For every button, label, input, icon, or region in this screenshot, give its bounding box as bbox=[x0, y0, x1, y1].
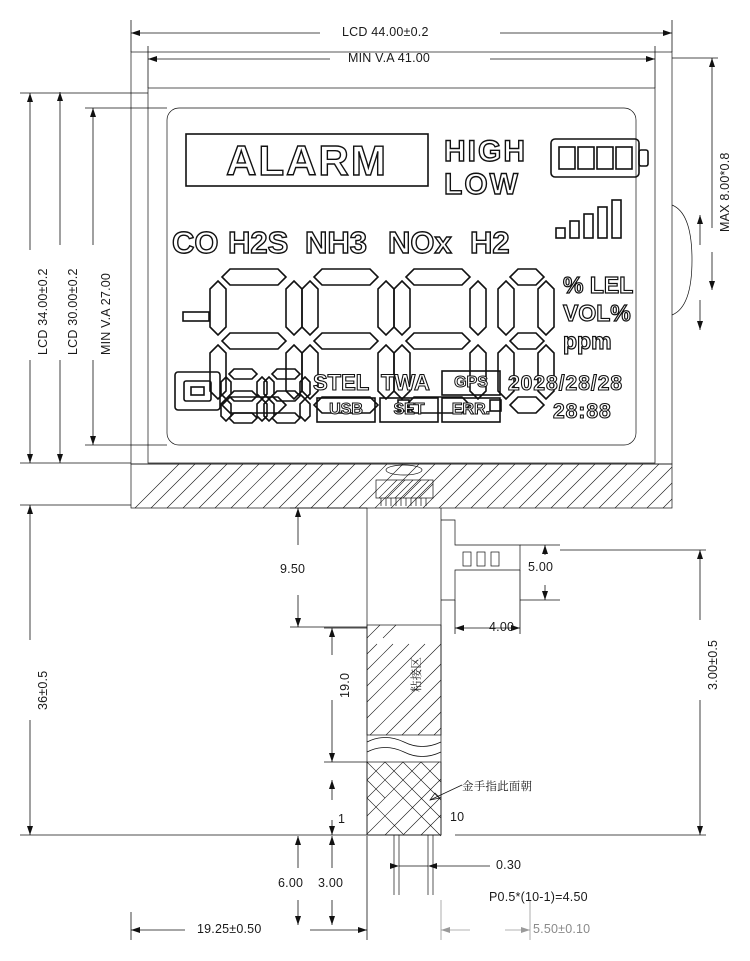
dim-lcd-height-2: LCD 30.00±0.2 bbox=[66, 268, 80, 355]
dim-4-00: 4.00 bbox=[489, 620, 515, 634]
lcd-low-text: LOW bbox=[444, 168, 520, 201]
dim-min-va-height: MIN V.A 27.00 bbox=[99, 272, 113, 355]
dim-right-thickness: 3.00±0.5 bbox=[706, 639, 720, 690]
lcd-gas-nh3: NH3 bbox=[305, 225, 368, 260]
lcd-label-set: SET bbox=[393, 401, 425, 418]
dim-pin-1: 1 bbox=[338, 812, 346, 826]
lcd-unit-ppm: ppm bbox=[563, 328, 612, 354]
dim-bottom-right: 5.50±0.10 bbox=[533, 922, 591, 936]
dim-total-height: 36±0.5 bbox=[36, 670, 50, 710]
dim-9-50: 9.50 bbox=[280, 562, 306, 576]
lcd-unit-vol: VOL% bbox=[563, 300, 631, 326]
lcd-gas-co: CO bbox=[172, 225, 219, 260]
lcd-alarm-text: ALARM bbox=[226, 137, 388, 184]
note-gold-finger: 金手指此面朝 bbox=[462, 781, 533, 793]
dim-6-00: 6.00 bbox=[278, 876, 304, 890]
dim-max-thickness: MAX 8.00*0.8 bbox=[718, 152, 732, 232]
dim-pin-10: 10 bbox=[450, 810, 465, 824]
lcd-unit-lel: % LEL bbox=[563, 272, 634, 298]
dim-min-va-width: MIN V.A 41.00 bbox=[348, 51, 431, 65]
lcd-label-usb: USB bbox=[329, 401, 363, 418]
dim-19-0: 19.0 bbox=[338, 672, 352, 698]
lcd-label-gps: GPS bbox=[454, 374, 488, 391]
note-adhesive-area: 粘接区 bbox=[411, 656, 423, 692]
dim-pitch: P0.5*(10-1)=4.50 bbox=[489, 890, 588, 904]
lcd-gas-nox: NOx bbox=[388, 225, 452, 260]
dim-0-30: 0.30 bbox=[496, 858, 522, 872]
lcd-label-stel: STEL bbox=[313, 370, 370, 395]
lcd-date: 2028/28/28 bbox=[508, 372, 624, 395]
lcd-high-text: HIGH bbox=[444, 135, 527, 168]
dim-bottom-left: 19.25±0.50 bbox=[197, 922, 262, 936]
dim-lcd-height: LCD 34.00±0.2 bbox=[36, 268, 50, 355]
dim-3-00: 3.00 bbox=[318, 876, 344, 890]
dim-lcd-width: LCD 44.00±0.2 bbox=[342, 25, 429, 39]
dim-5-00: 5.00 bbox=[528, 560, 554, 574]
lcd-label-err: ERR. bbox=[451, 401, 491, 418]
lcd-gas-h2s: H2S bbox=[228, 225, 289, 260]
lcd-time: 28:88 bbox=[553, 400, 612, 423]
lcd-gas-h2: H2 bbox=[470, 225, 510, 260]
lcd-label-twa: TWA bbox=[381, 370, 430, 395]
